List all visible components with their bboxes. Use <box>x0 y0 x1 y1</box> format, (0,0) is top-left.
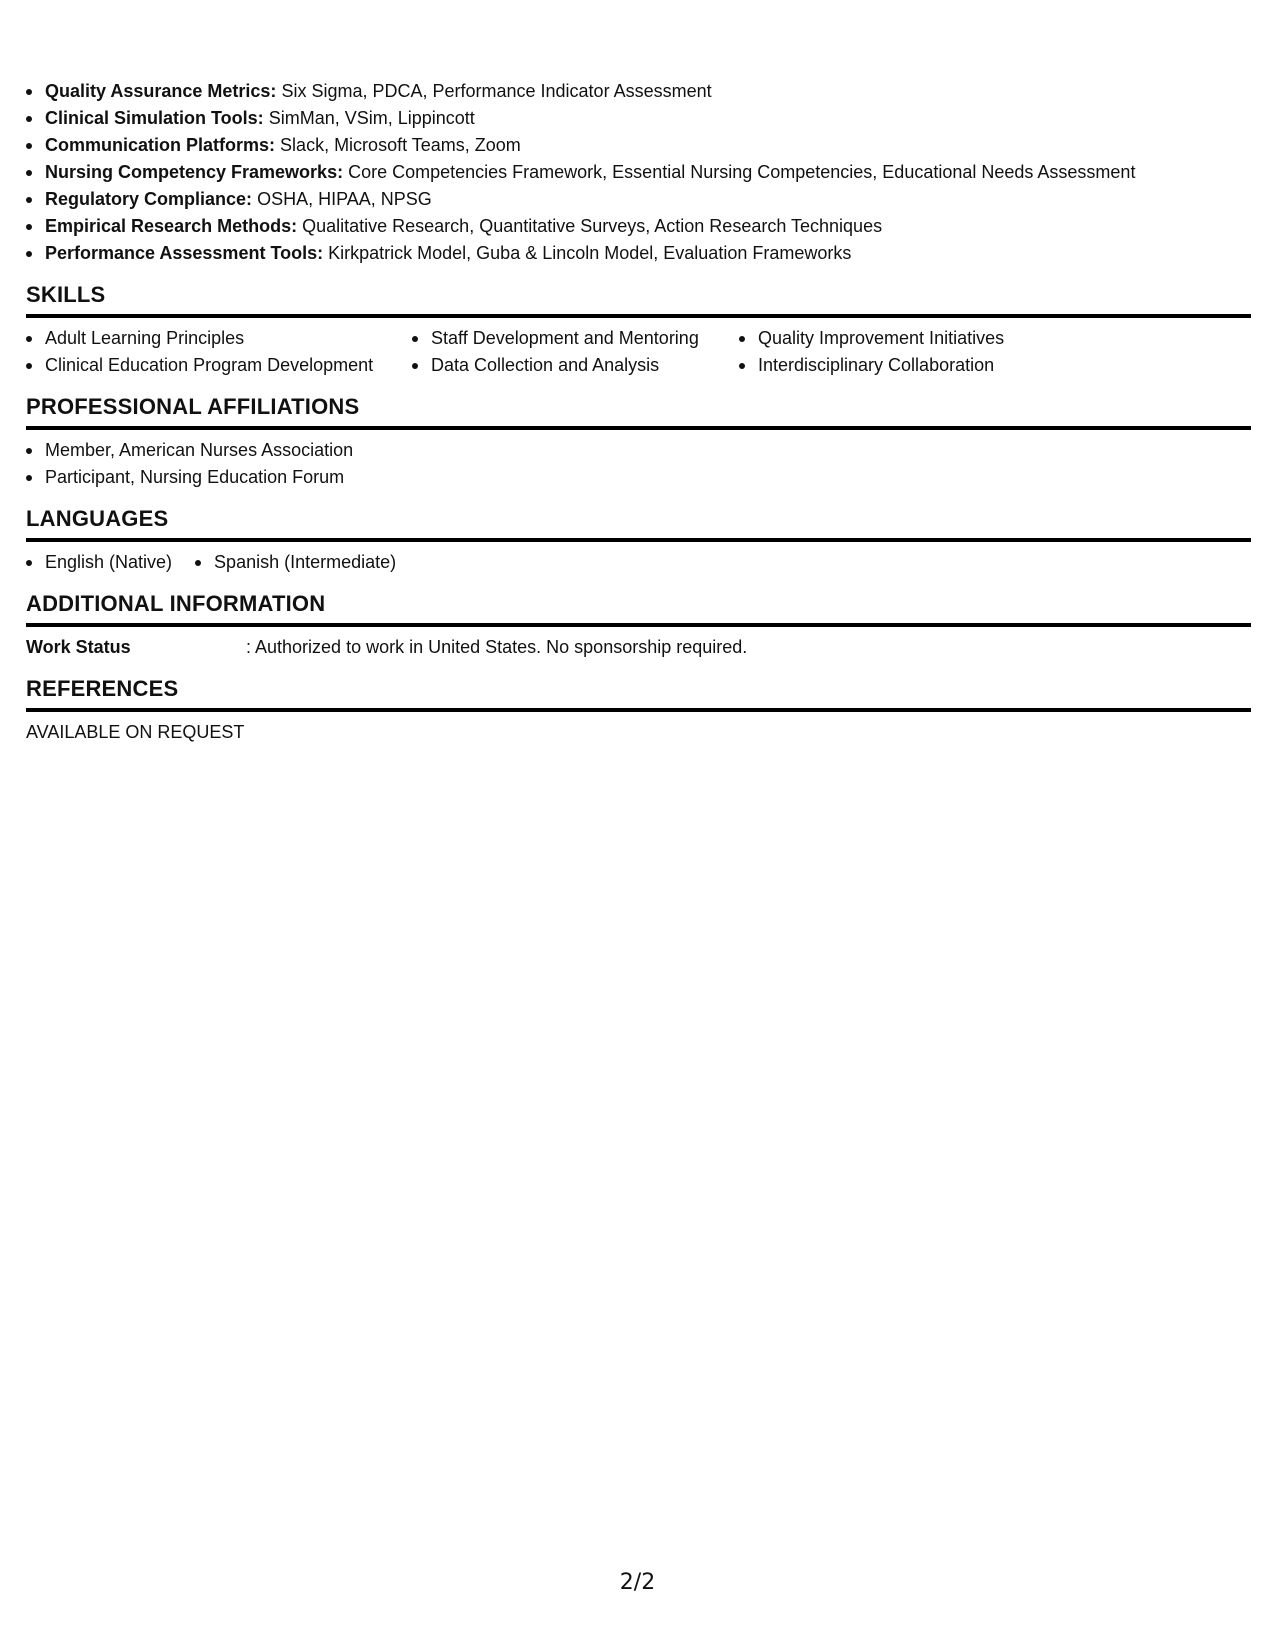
list-item <box>26 213 1251 240</box>
item-value: Kirkpatrick Model, Guba & Lincoln Model, Evaluation Frameworks <box>328 243 852 263</box>
section-heading: SKILLS <box>26 282 1251 318</box>
list-item <box>26 240 1251 267</box>
references-text: AVAILABLE ON REQUEST <box>26 722 245 742</box>
references-section <box>26 676 1251 746</box>
item-value: SimMan, VSim, Lippincott <box>268 108 475 128</box>
work-status-value: : Authorized to work in United States. No sponsorship required. <box>246 637 748 657</box>
affiliations-section <box>26 394 1251 491</box>
item-value: Core Competencies Framework, Essential Nursing Competencies, Educational Needs Assessment <box>348 162 1136 182</box>
page-number: 2/2 <box>619 1570 656 1595</box>
item-label: Empirical Research Methods: <box>45 216 298 236</box>
work-status-label: Work Status <box>26 637 131 657</box>
resume-page <box>26 78 1251 746</box>
list-item: Interdisciplinary Collaboration <box>739 352 1099 379</box>
languages-list <box>26 549 1251 576</box>
skills-section <box>26 282 1251 379</box>
section-heading: ADDITIONAL INFORMATION <box>26 591 1251 627</box>
section-heading: LANGUAGES <box>26 506 1251 542</box>
list-item: Participant, Nursing Education Forum <box>26 464 1251 491</box>
list-item: Adult Learning Principles <box>26 325 412 352</box>
list-item: Data Collection and Analysis <box>412 352 739 379</box>
technical-skills-list <box>26 78 1251 267</box>
additional-info-section <box>26 591 1251 661</box>
item-label: Nursing Competency Frameworks: <box>45 162 344 182</box>
item-value: Slack, Microsoft Teams, Zoom <box>280 135 521 155</box>
item-label: Performance Assessment Tools: <box>45 243 324 263</box>
item-value: Six Sigma, PDCA, Performance Indicator Assessment <box>281 81 712 101</box>
languages-section <box>26 506 1251 576</box>
work-status-row <box>26 634 1251 661</box>
list-item: Quality Improvement Initiatives <box>739 325 1099 352</box>
item-label: Clinical Simulation Tools: <box>45 108 264 128</box>
item-label: Regulatory Compliance: <box>45 189 253 209</box>
item-value: OSHA, HIPAA, NPSG <box>257 189 432 209</box>
list-item <box>26 105 1251 132</box>
list-item: Clinical Education Program Development <box>26 352 412 379</box>
item-label: Quality Assurance Metrics: <box>45 81 277 101</box>
list-item <box>26 159 1251 186</box>
list-item <box>26 132 1251 159</box>
section-heading: PROFESSIONAL AFFILIATIONS <box>26 394 1251 430</box>
affiliations-list <box>26 437 1251 491</box>
list-item: Spanish (Intermediate) <box>195 549 396 576</box>
item-value: Qualitative Research, Quantitative Surveys, Action Research Techniques <box>302 216 883 236</box>
section-heading: REFERENCES <box>26 676 1251 712</box>
item-label: Communication Platforms: <box>45 135 276 155</box>
list-item <box>26 186 1251 213</box>
list-item: Staff Development and Mentoring <box>412 325 739 352</box>
skills-list <box>26 325 1251 379</box>
list-item <box>26 78 1251 105</box>
list-item: Member, American Nurses Association <box>26 437 1251 464</box>
list-item: English (Native) <box>26 549 172 576</box>
